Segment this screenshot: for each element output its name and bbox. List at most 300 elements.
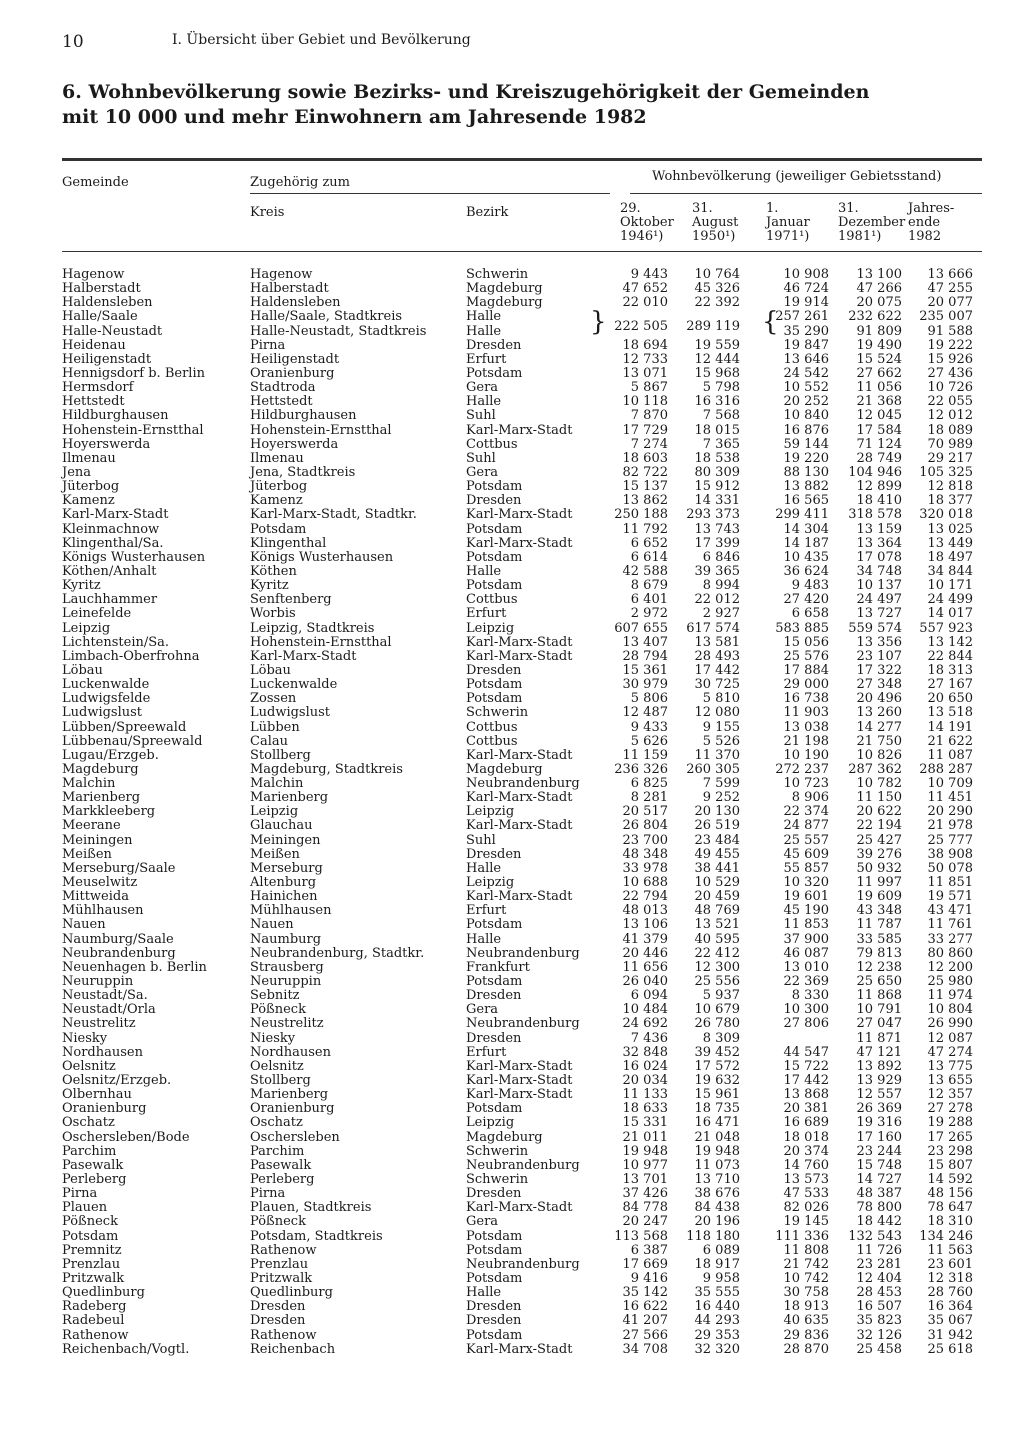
cell-1971: 14 187 bbox=[783, 535, 829, 551]
cell-1981: 26 369 bbox=[856, 1101, 902, 1117]
cell-1946: 15 361 bbox=[622, 662, 668, 678]
cell-1981: 10 826 bbox=[856, 747, 902, 763]
cell-bezirk: Leipzig bbox=[466, 1115, 515, 1131]
cell-bezirk: Karl-Marx-Stadt bbox=[466, 422, 573, 438]
table-row bbox=[0, 763, 1024, 777]
table-row bbox=[0, 353, 1024, 367]
cell-kreis: Jüterbog bbox=[250, 479, 308, 495]
cell-gemeinde: Malchin bbox=[62, 776, 116, 792]
table-row bbox=[0, 1300, 1024, 1314]
cell-1981: 27 662 bbox=[856, 365, 902, 381]
cell-1981: 23 244 bbox=[856, 1143, 902, 1159]
cell-bezirk: Potsdam bbox=[466, 365, 523, 381]
cell-1981: 33 585 bbox=[856, 931, 902, 947]
table-row bbox=[0, 310, 1024, 324]
cell-1981: 11 150 bbox=[856, 790, 902, 806]
cell-1971: 27 420 bbox=[783, 592, 829, 608]
cell-gemeinde: Ilmenau bbox=[62, 450, 116, 466]
cell-bezirk: Leipzig bbox=[466, 875, 515, 891]
cell-1946: 11 656 bbox=[622, 959, 668, 975]
cell-1981: 43 348 bbox=[856, 903, 902, 919]
cell-1981: 21 368 bbox=[856, 394, 902, 410]
cell-1982: 14 017 bbox=[927, 606, 973, 622]
cell-bezirk: Potsdam bbox=[466, 677, 523, 693]
cell-1981: 11 871 bbox=[856, 1030, 902, 1046]
cell-1981: 25 427 bbox=[856, 832, 902, 848]
cell-1950: 26 780 bbox=[694, 1016, 740, 1032]
table-row bbox=[0, 1102, 1024, 1116]
cell-1981: 28 453 bbox=[856, 1285, 902, 1301]
cell-1971: 19 220 bbox=[783, 450, 829, 466]
cell-kreis: Potsdam, Stadtkreis bbox=[250, 1228, 383, 1244]
cell-1971: 88 130 bbox=[783, 464, 829, 480]
cell-gemeinde: Haldensleben bbox=[62, 295, 153, 311]
cell-bezirk: Halle bbox=[466, 323, 502, 339]
cell-1950: 15 961 bbox=[694, 1087, 740, 1103]
cell-bezirk: Dresden bbox=[466, 337, 522, 353]
cell-gemeinde: Rathenow bbox=[62, 1327, 129, 1343]
cell-1982: 20 650 bbox=[927, 691, 973, 707]
cell-1946: 6 825 bbox=[630, 776, 668, 792]
cell-kreis: Perleberg bbox=[250, 1172, 315, 1187]
cell-1981: 19 316 bbox=[856, 1115, 902, 1131]
cell-gemeinde: Hettstedt bbox=[62, 394, 125, 410]
cell-kreis: Leipzig, Stadtkreis bbox=[250, 620, 375, 636]
cell-1981: 17 078 bbox=[856, 549, 902, 565]
cell-1950: 19 559 bbox=[694, 337, 740, 353]
table-row bbox=[0, 678, 1024, 692]
cell-gemeinde: Halle/Saale bbox=[62, 309, 138, 325]
cell-1971: 47 533 bbox=[783, 1186, 829, 1202]
cell-1982: 23 601 bbox=[927, 1256, 973, 1272]
cell-1950: 6 089 bbox=[702, 1242, 740, 1258]
cell-1950: 45 326 bbox=[694, 281, 740, 297]
cell-kreis: Oranienburg bbox=[250, 365, 335, 381]
cell-kreis: Ilmenau bbox=[250, 450, 304, 466]
table-row bbox=[0, 1017, 1024, 1031]
cell-bezirk: Gera bbox=[466, 1002, 499, 1018]
cell-1946: 20 034 bbox=[622, 1073, 668, 1089]
cell-bezirk: Karl-Marx-Stadt bbox=[466, 790, 573, 806]
col-bezirk: Bezirk bbox=[466, 205, 509, 220]
cell-1981: 23 107 bbox=[856, 648, 902, 664]
cell-1950: 22 412 bbox=[694, 945, 740, 961]
table-row bbox=[0, 1003, 1024, 1017]
cell-1971: 8 906 bbox=[791, 790, 829, 806]
table-row bbox=[0, 834, 1024, 848]
cell-1981: 132 543 bbox=[848, 1228, 902, 1244]
cell-1946: 5 626 bbox=[630, 733, 668, 749]
cell-bezirk: Cottbus bbox=[466, 719, 518, 735]
cell-1946: 28 794 bbox=[622, 648, 668, 664]
cell-kreis: Dresden bbox=[250, 1299, 306, 1315]
cell-1950: 18 015 bbox=[694, 422, 740, 438]
cell-1950: 5 798 bbox=[702, 380, 740, 396]
cell-1982: 10 726 bbox=[927, 380, 973, 396]
cell-bezirk: Cottbus bbox=[466, 436, 518, 452]
cell-gemeinde: Oelsnitz/Erzgeb. bbox=[62, 1073, 172, 1089]
cell-kreis: Löbau bbox=[250, 662, 291, 678]
cell-gemeinde: Lübben/Spreewald bbox=[62, 719, 187, 735]
table-row bbox=[0, 494, 1024, 508]
cell-kreis: Oschatz bbox=[250, 1115, 303, 1131]
cell-bezirk: Suhl bbox=[466, 408, 496, 424]
cell-1946: 11 159 bbox=[622, 747, 668, 763]
cell-kreis: Reichenbach bbox=[250, 1341, 336, 1357]
cell-1950: 7 599 bbox=[702, 776, 740, 792]
cell-bezirk: Karl-Marx-Stadt bbox=[466, 507, 573, 523]
cell-1982: 16 364 bbox=[927, 1299, 973, 1315]
cell-1946: 42 588 bbox=[622, 563, 668, 579]
cell-bezirk: Karl-Marx-Stadt bbox=[466, 1058, 573, 1074]
cell-1971: 22 374 bbox=[783, 804, 829, 820]
table-row bbox=[0, 947, 1024, 961]
cell-1981: 13 260 bbox=[856, 705, 902, 721]
cell-1982: 22 055 bbox=[927, 394, 973, 410]
cell-1971: 36 624 bbox=[783, 563, 829, 579]
cell-bezirk: Dresden bbox=[466, 988, 522, 1004]
cell-1982: 13 775 bbox=[927, 1058, 973, 1074]
cell-bezirk: Schwerin bbox=[466, 267, 529, 282]
cell-1982: 12 357 bbox=[927, 1087, 973, 1103]
cell-bezirk: Potsdam bbox=[466, 1228, 523, 1244]
table-row bbox=[0, 1187, 1024, 1201]
cell-1971: 8 330 bbox=[791, 988, 829, 1004]
cell-1981: 14 727 bbox=[856, 1172, 902, 1187]
cell-bezirk: Leipzig bbox=[466, 804, 515, 820]
table-row bbox=[0, 1329, 1024, 1343]
cell-1950: 13 581 bbox=[694, 634, 740, 650]
cell-gemeinde: Neustadt/Orla bbox=[62, 1002, 156, 1018]
cell-gemeinde: Nauen bbox=[62, 917, 106, 933]
table-row bbox=[0, 395, 1024, 409]
cell-1950: 12 300 bbox=[694, 959, 740, 975]
cell-1982: 25 980 bbox=[927, 974, 973, 990]
cell-kreis: Jena, Stadtkreis bbox=[250, 464, 356, 480]
cell-1950: 22 392 bbox=[694, 295, 740, 311]
cell-1982: 19 288 bbox=[927, 1115, 973, 1131]
cell-bezirk: Halle bbox=[466, 860, 502, 876]
cell-gemeinde: Hohenstein-Ernstthal bbox=[62, 422, 204, 438]
table-row bbox=[0, 565, 1024, 579]
cell-1982: 70 989 bbox=[927, 436, 973, 452]
cell-1946: 9 416 bbox=[630, 1270, 668, 1286]
cell-1946: 13 071 bbox=[622, 365, 668, 381]
cell-kreis: Dresden bbox=[250, 1313, 306, 1329]
table-row bbox=[0, 749, 1024, 763]
cell-kreis: Pößneck bbox=[250, 1214, 306, 1230]
cell-bezirk: Dresden bbox=[466, 846, 522, 862]
cell-1971: 44 547 bbox=[783, 1044, 829, 1060]
cell-1946: 34 708 bbox=[622, 1341, 668, 1357]
cell-1950: 12 444 bbox=[694, 351, 740, 367]
table-row bbox=[0, 579, 1024, 593]
cell-1971: 46 724 bbox=[783, 281, 829, 297]
cell-1981: 20 622 bbox=[856, 804, 902, 820]
cell-1946: 607 655 bbox=[614, 620, 668, 636]
cell-kreis: Magdeburg, Stadtkreis bbox=[250, 761, 403, 777]
cell-1982: 10 709 bbox=[927, 776, 973, 792]
cell-bezirk: Karl-Marx-Stadt bbox=[466, 1200, 573, 1216]
cell-bezirk: Schwerin bbox=[466, 1143, 529, 1159]
cell-1971: 30 758 bbox=[783, 1285, 829, 1301]
cell-1946: 113 568 bbox=[614, 1228, 668, 1244]
cell-gemeinde: Neuruppin bbox=[62, 974, 134, 990]
population-rule bbox=[630, 193, 982, 194]
cell-1981: 19 609 bbox=[856, 889, 902, 905]
page-number: 10 bbox=[62, 32, 84, 52]
cell-1981: 12 404 bbox=[856, 1270, 902, 1286]
cell-1981: 47 121 bbox=[856, 1044, 902, 1060]
cell-bezirk: Neubrandenburg bbox=[466, 945, 580, 961]
cell-1981: 50 932 bbox=[856, 860, 902, 876]
table-row bbox=[0, 805, 1024, 819]
table-row bbox=[0, 1060, 1024, 1074]
table-row bbox=[0, 523, 1024, 537]
cell-kreis: Karl-Marx-Stadt, Stadtkr. bbox=[250, 507, 417, 523]
cell-gemeinde: Prenzlau bbox=[62, 1256, 121, 1272]
cell-1981: 20 075 bbox=[856, 295, 902, 311]
cell-1971: 20 252 bbox=[783, 394, 829, 410]
cell-gemeinde: Ludwigslust bbox=[62, 705, 143, 721]
cell-1971: 16 565 bbox=[783, 493, 829, 509]
cell-1950: 19 948 bbox=[694, 1143, 740, 1159]
cell-1971: 82 026 bbox=[783, 1200, 829, 1216]
cell-kreis: Stollberg bbox=[250, 1073, 311, 1089]
cell-1981: 27 348 bbox=[856, 677, 902, 693]
cell-1946: 30 979 bbox=[622, 677, 668, 693]
cell-kreis: Halle-Neustadt, Stadtkreis bbox=[250, 323, 427, 339]
cell-1950: 18 917 bbox=[694, 1256, 740, 1272]
cell-gemeinde: Quedlinburg bbox=[62, 1285, 145, 1301]
col-1950: 31. August 1950¹) bbox=[692, 201, 739, 244]
cell-1971: 27 806 bbox=[783, 1016, 829, 1032]
cell-bezirk: Halle bbox=[466, 1285, 502, 1301]
cell-bezirk: Dresden bbox=[466, 1030, 522, 1046]
cell-gemeinde: Hoyerswerda bbox=[62, 436, 151, 452]
cell-1950: 28 493 bbox=[694, 648, 740, 664]
cell-1971: 18 913 bbox=[783, 1299, 829, 1315]
cell-1982: 50 078 bbox=[927, 860, 973, 876]
table-row bbox=[0, 777, 1024, 791]
cell-gemeinde: Perleberg bbox=[62, 1172, 127, 1187]
cell-1950: 617 574 bbox=[686, 620, 740, 636]
cell-1982: 10 804 bbox=[927, 1002, 973, 1018]
cell-gemeinde: Mühlhausen bbox=[62, 903, 144, 919]
cell-kreis: Oelsnitz bbox=[250, 1058, 304, 1074]
cell-gemeinde: Neustadt/Sa. bbox=[62, 988, 148, 1004]
cell-1981: 22 194 bbox=[856, 818, 902, 834]
cell-1982: 11 974 bbox=[927, 988, 973, 1004]
cell-gemeinde: Kyritz bbox=[62, 578, 101, 594]
cell-1981: 20 496 bbox=[856, 691, 902, 707]
cell-gemeinde: Oschatz bbox=[62, 1115, 115, 1131]
cell-1946: 10 484 bbox=[622, 1002, 668, 1018]
cell-1981: 11 787 bbox=[856, 917, 902, 933]
cell-bezirk: Schwerin bbox=[466, 1172, 529, 1187]
cell-1950: 9 958 bbox=[702, 1270, 740, 1286]
cell-1982: 27 436 bbox=[927, 365, 973, 381]
cell-1950: 19 632 bbox=[694, 1073, 740, 1089]
cell-1981: 39 276 bbox=[856, 846, 902, 862]
table-row bbox=[0, 848, 1024, 862]
cell-1971: 21 742 bbox=[783, 1256, 829, 1272]
cell-1950: 84 438 bbox=[694, 1200, 740, 1216]
cell-1971: 14 304 bbox=[783, 521, 829, 537]
cell-gemeinde: Leipzig bbox=[62, 620, 111, 636]
cell-kreis: Rathenow bbox=[250, 1242, 317, 1258]
cell-1982: 33 277 bbox=[927, 931, 973, 947]
cell-1982: 13 449 bbox=[927, 535, 973, 551]
cell-1982: 18 497 bbox=[927, 549, 973, 565]
cell-1946: 32 848 bbox=[622, 1044, 668, 1060]
table-title-line2: mit 10 000 und mehr Einwohnern am Jahresende 1982 bbox=[62, 106, 647, 128]
cell-1950: 260 305 bbox=[686, 761, 740, 777]
table-row bbox=[0, 268, 1024, 282]
cell-1971: 11 808 bbox=[783, 1242, 829, 1258]
cell-kreis: Oschersleben bbox=[250, 1129, 340, 1145]
cell-1946: 33 978 bbox=[622, 860, 668, 876]
cell-1982: 14 592 bbox=[927, 1172, 973, 1187]
cell-1981: 21 750 bbox=[856, 733, 902, 749]
cell-1946: 21 011 bbox=[622, 1129, 668, 1145]
table-row bbox=[0, 1173, 1024, 1187]
cell-1982: 26 990 bbox=[927, 1016, 973, 1032]
cell-kreis: Hainichen bbox=[250, 889, 318, 905]
cell-1971: 16 876 bbox=[783, 422, 829, 438]
cell-gemeinde: Lichtenstein/Sa. bbox=[62, 634, 170, 650]
cell-kreis: Oranienburg bbox=[250, 1101, 335, 1117]
cell-gemeinde: Mittweida bbox=[62, 889, 129, 905]
cell-bezirk: Karl-Marx-Stadt bbox=[466, 747, 573, 763]
cell-bezirk: Neubrandenburg bbox=[466, 1256, 580, 1272]
cell-1982: 13 025 bbox=[927, 521, 973, 537]
cell-gemeinde: Reichenbach/Vogtl. bbox=[62, 1341, 190, 1357]
cell-bezirk: Suhl bbox=[466, 450, 496, 466]
top-rule bbox=[62, 158, 982, 161]
table-row bbox=[0, 1258, 1024, 1272]
cell-kreis: Heiligenstadt bbox=[250, 351, 340, 367]
cell-1946: 27 566 bbox=[622, 1327, 668, 1343]
cell-1982: 48 156 bbox=[927, 1186, 973, 1202]
cell-gemeinde: Meerane bbox=[62, 818, 121, 834]
cell-1946: 6 652 bbox=[630, 535, 668, 551]
cell-1946: 13 862 bbox=[622, 493, 668, 509]
cell-kreis: Sebnitz bbox=[250, 988, 300, 1004]
table-row bbox=[0, 1230, 1024, 1244]
cell-bezirk: Potsdam bbox=[466, 479, 523, 495]
cell-1982: 14 191 bbox=[927, 719, 973, 735]
cell-1946: 6 387 bbox=[630, 1242, 668, 1258]
cell-1950: 18 538 bbox=[694, 450, 740, 466]
cell-1982: 38 908 bbox=[927, 846, 973, 862]
col-wohnbevoelkerung: Wohnbevölkerung (jeweiliger Gebietsstand) bbox=[652, 169, 942, 184]
cell-kreis: Klingenthal bbox=[250, 535, 327, 551]
table-row bbox=[0, 735, 1024, 749]
cell-1982: 15 807 bbox=[927, 1157, 973, 1173]
cell-1982: 11 451 bbox=[927, 790, 973, 806]
cell-1982: 25 777 bbox=[927, 832, 973, 848]
cell-1971: 55 857 bbox=[783, 860, 829, 876]
header-rule bbox=[62, 251, 982, 252]
cell-1950: 40 595 bbox=[694, 931, 740, 947]
cell-1946: 16 024 bbox=[622, 1058, 668, 1074]
cell-1982: 13 518 bbox=[927, 705, 973, 721]
cell-kreis: Haldensleben bbox=[250, 295, 341, 311]
cell-1946: 236 326 bbox=[614, 761, 668, 777]
cell-1981: 13 364 bbox=[856, 535, 902, 551]
cell-1981: 12 045 bbox=[856, 408, 902, 424]
cell-1950: 16 471 bbox=[694, 1115, 740, 1131]
cell-1971: 21 198 bbox=[783, 733, 829, 749]
table-row bbox=[0, 1116, 1024, 1130]
cell-1971: 14 760 bbox=[783, 1157, 829, 1173]
cell-1981: 13 929 bbox=[856, 1073, 902, 1089]
cell-1950: 32 320 bbox=[694, 1341, 740, 1357]
cell-1981: 16 507 bbox=[856, 1299, 902, 1315]
cell-1946: 22 010 bbox=[622, 295, 668, 311]
cell-1946: 12 487 bbox=[622, 705, 668, 721]
cell-kreis: Worbis bbox=[250, 606, 296, 622]
cell-1981: 13 356 bbox=[856, 634, 902, 650]
cell-1971: 15 056 bbox=[783, 634, 829, 650]
cell-gemeinde: Plauen bbox=[62, 1200, 108, 1216]
cell-1946: 26 804 bbox=[622, 818, 668, 834]
cell-1982: 11 563 bbox=[927, 1242, 973, 1258]
cell-1982: 19 571 bbox=[927, 889, 973, 905]
cell-1981: 10 782 bbox=[856, 776, 902, 792]
table-row bbox=[0, 933, 1024, 947]
cell-bezirk: Magdeburg bbox=[466, 761, 543, 777]
cell-1950: 80 309 bbox=[694, 464, 740, 480]
cell-1982: 18 089 bbox=[927, 422, 973, 438]
cell-gemeinde: Olbernhau bbox=[62, 1087, 132, 1103]
cell-bezirk: Neubrandenburg bbox=[466, 1157, 580, 1173]
cell-1982: 320 018 bbox=[919, 507, 973, 523]
cell-kreis: Niesky bbox=[250, 1030, 296, 1046]
cell-1971: 13 646 bbox=[783, 351, 829, 367]
cell-1971: 37 900 bbox=[783, 931, 829, 947]
cell-1950: 29 353 bbox=[694, 1327, 740, 1343]
cell-1950: 39 365 bbox=[694, 563, 740, 579]
cell-1946: 7 436 bbox=[630, 1030, 668, 1046]
cell-1981: 79 813 bbox=[856, 945, 902, 961]
cell-gemeinde: Magdeburg bbox=[62, 761, 139, 777]
cell-bezirk: Erfurt bbox=[466, 903, 507, 919]
cell-1982: 13 655 bbox=[927, 1073, 973, 1089]
cell-1981: 13 100 bbox=[856, 267, 902, 282]
cell-gemeinde: Nordhausen bbox=[62, 1044, 143, 1060]
cell-1950: 10 679 bbox=[694, 1002, 740, 1018]
cell-gemeinde: Naumburg/Saale bbox=[62, 931, 174, 947]
cell-1982: 27 167 bbox=[927, 677, 973, 693]
cell-1971: 29 836 bbox=[783, 1327, 829, 1343]
cell-1946: 82 722 bbox=[622, 464, 668, 480]
cell-1946: 13 106 bbox=[622, 917, 668, 933]
cell-bezirk: Potsdam bbox=[466, 974, 523, 990]
cell-1981: 71 124 bbox=[856, 436, 902, 452]
cell-1981: 13 727 bbox=[856, 606, 902, 622]
cell-1981: 19 490 bbox=[856, 337, 902, 353]
cell-kreis: Zossen bbox=[250, 691, 297, 707]
table-row bbox=[0, 1145, 1024, 1159]
cell-kreis: Hohenstein-Ernstthal bbox=[250, 634, 392, 650]
cell-1946: 35 142 bbox=[622, 1285, 668, 1301]
cell-bezirk: Halle bbox=[466, 931, 502, 947]
cell-1950: 11 370 bbox=[694, 747, 740, 763]
table-row bbox=[0, 876, 1024, 890]
cell-1946: 13 407 bbox=[622, 634, 668, 650]
